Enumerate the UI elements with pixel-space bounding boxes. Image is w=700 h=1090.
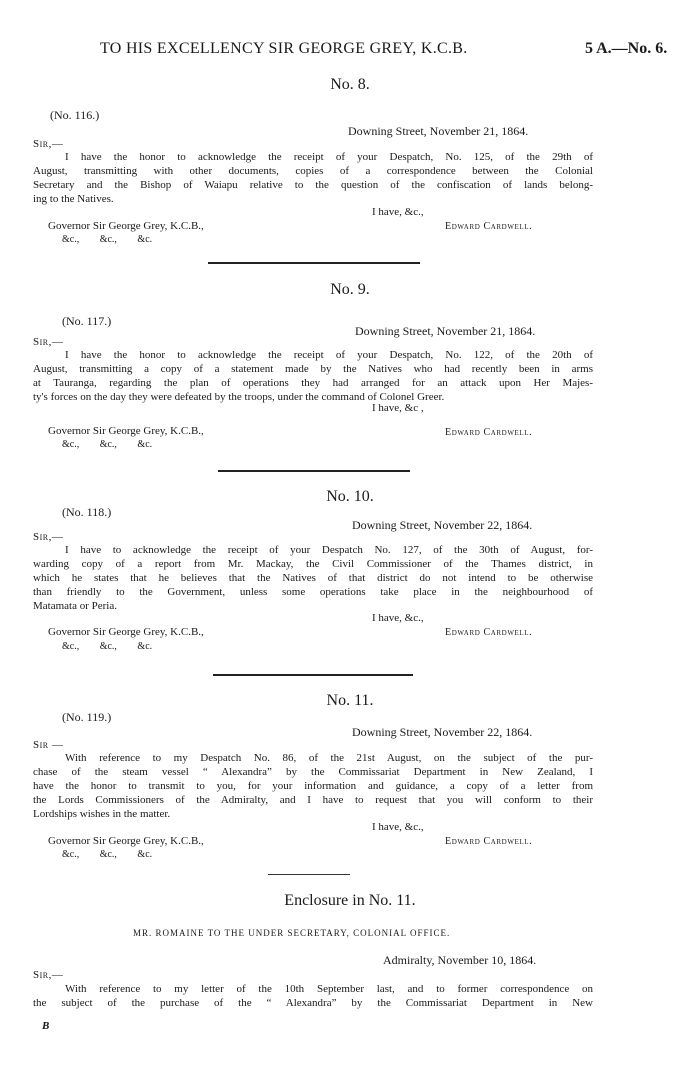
salutation: Sir,— — [33, 969, 64, 981]
signature: Edward Cardwell. — [445, 627, 533, 638]
addressee: Governor Sir George Grey, K.C.B., — [48, 425, 204, 437]
section-divider — [213, 674, 413, 676]
etc-line: &c., &c., &c. — [62, 641, 153, 652]
closing: I have, &c., — [372, 821, 424, 833]
body-line: With reference to my Despatch No. 86, of the 21st August, on the subject of the pur- — [65, 752, 593, 764]
letter-title: No. 9. — [330, 281, 370, 298]
despatch-number: (No. 117.) — [62, 314, 112, 328]
body-line: chase of the steam vessel “ Alexandra” by the Commissariat Department in New Zealand, I — [33, 766, 593, 778]
body-line: I have the honor to acknowledge the receipt of your Despatch, No. 125, of the 29th of — [65, 151, 593, 163]
etc-line: &c., &c., &c. — [62, 849, 153, 860]
salutation: Sir,— — [33, 336, 64, 348]
body-line: which he states that he believes that the Natives of that district do not intend to be otherwise — [33, 572, 593, 584]
short-divider — [268, 874, 350, 875]
body-line: warding copy of a report from Mr. Mackay, the Civil Commissioner of the Thames district, in — [33, 558, 593, 570]
body-line: the subject of the purchase of the “ Alexandra” by the Commissariat Department in New — [33, 997, 593, 1009]
etc-line: &c., &c., &c. — [62, 439, 153, 450]
despatch-number: (No. 118.) — [62, 505, 112, 519]
signature: Edward Cardwell. — [445, 427, 533, 438]
body-line: ty's forces on the day they were defeated by the troops, under the command of Colonel Greer. — [33, 391, 445, 403]
closing: I have, &c., — [372, 206, 424, 218]
letter-title: No. 8. — [330, 76, 370, 93]
despatch-number: (No. 116.) — [50, 108, 100, 122]
dateline: Downing Street, November 22, 1864. — [352, 725, 533, 739]
enclosure-subtitle: MR. ROMAINE TO THE UNDER SECRETARY, COLONIAL OFFICE. — [133, 928, 451, 938]
body-line: August, transmitting a copy of a statement made by the Natives who had recently been in arms — [33, 363, 593, 375]
salutation: Sir,— — [33, 531, 64, 543]
salutation: Sir,— — [33, 138, 64, 150]
addressee: Governor Sir George Grey, K.C.B., — [48, 835, 204, 847]
body-line: August, transmitting with other documents, copies of a correspondence between the Colonial — [33, 165, 593, 177]
section-divider — [208, 262, 420, 264]
etc-line: &c., &c., &c. — [62, 234, 153, 245]
body-line: Secretary and the Bishop of Waiapu relative to the question of the confiscation of lands belong- — [33, 179, 593, 191]
body-line: at Tauranga, regarding the plan of operations they had arranged for an attack upon Her Majes- — [33, 377, 593, 389]
section-divider — [218, 470, 410, 472]
body-line: have the honor to transmit to you, for your information and guidance, a copy of a letter from — [33, 780, 593, 792]
signature: Edward Cardwell. — [445, 836, 533, 847]
body-line: I have the honor to acknowledge the receipt of your Despatch, No. 122, of the 20th of — [65, 349, 593, 361]
running-header: TO HIS EXCELLENCY SIR GEORGE GREY, K.C.B. — [100, 40, 468, 57]
addressee: Governor Sir George Grey, K.C.B., — [48, 220, 204, 232]
closing: I have, &c , — [372, 402, 424, 414]
despatch-number: (No. 119.) — [62, 710, 112, 724]
body-line: Lordships wishes in the matter. — [33, 808, 171, 820]
enclosure-title: Enclosure in No. 11. — [284, 892, 416, 909]
closing: I have, &c., — [372, 612, 424, 624]
body-line: With reference to my letter of the 10th September last, and to former correspondence on — [65, 983, 593, 995]
signature-mark: B — [42, 1020, 50, 1032]
letter-title: No. 11. — [326, 692, 374, 709]
dateline: Downing Street, November 21, 1864. — [355, 324, 536, 338]
body-line: than friendly to the Government, unless some operations take place in the neighbourhood of — [33, 586, 593, 598]
body-line: the Lords Commissioners of the Admiralty, and I have to request that you will conform to their — [33, 794, 593, 806]
body-line: Matamata or Peria. — [33, 600, 117, 612]
dateline: Admiralty, November 10, 1864. — [383, 953, 537, 967]
letter-title: No. 10. — [326, 488, 374, 505]
signature: Edward Cardwell. — [445, 221, 533, 232]
dateline: Downing Street, November 22, 1864. — [352, 518, 533, 532]
body-line: ing to the Natives. — [33, 193, 114, 205]
page-reference: 5 A.—No. 6. — [585, 40, 668, 57]
dateline: Downing Street, November 21, 1864. — [348, 124, 529, 138]
salutation: Sir — — [33, 739, 64, 751]
body-line: I have to acknowledge the receipt of your Despatch No. 127, of the 30th of August, for- — [65, 544, 593, 556]
addressee: Governor Sir George Grey, K.C.B., — [48, 626, 204, 638]
